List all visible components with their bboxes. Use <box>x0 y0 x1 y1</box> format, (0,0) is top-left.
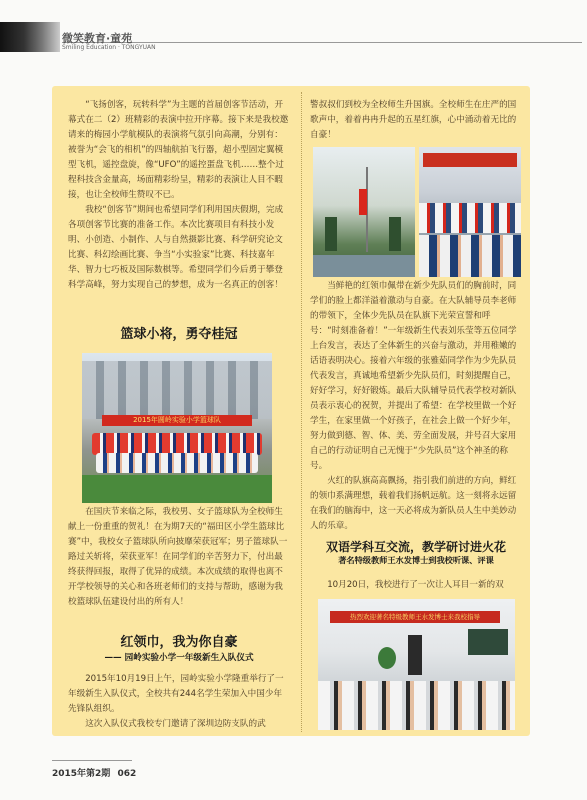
photo-ground <box>82 475 272 503</box>
right-pioneer-text <box>310 279 520 534</box>
photo-plant <box>378 647 396 669</box>
header-photo <box>0 22 60 52</box>
pioneer-ceremony-paragraph: 当鲜艳的红领巾佩带在新少先队员们的胸前时，同学们的脸上都洋溢着激动与自豪。在大队辅导员李老师的带领下，全体少先队员在队旗下光荣宣誓和呼号：“时刻准备着！”一年级新生代表刘乐莹等五位同学上台发言，表达了全体新生的兴奋与激动，并用稚嫩的话语表明决心。接着六年级的张雅茹同学作为少先队员代表发言，真诚地希望新少先队员们，时刻提醒自己，好好学习，好好锻炼。最后大队辅导员代表学校对新队员表示衷心的祝贺，并提出了希望：在学校里做一个好学生，在家里做一个好孩子，在社会上做一个好少年，努力做到德、智、体、美、劳全面发展，并号召大家用自己的行动证明自己无愧于“少先队员”这个神圣的称号。 <box>310 281 517 471</box>
classroom-banner: 热烈欢迎著名特级教师王水发博士来我校指导 <box>330 611 500 623</box>
photo-soldier-right <box>389 217 401 251</box>
classroom-photo <box>318 599 515 730</box>
section-bilingual-title: 双语学科互交流，教学研讨进火花 <box>325 540 506 554</box>
left-intro <box>68 98 290 293</box>
photo-soldier-left <box>325 217 337 251</box>
pioneer-paragraph: 这次入队仪式我校专门邀请了深圳边防支队的武 <box>85 719 266 729</box>
left-pioneer-text <box>68 672 290 732</box>
photo-banner <box>423 153 517 167</box>
right-bilingual-text <box>310 578 520 593</box>
page-footer <box>52 766 136 779</box>
section-basketball-title: 篮球小将，勇夺桂冠 <box>120 327 238 342</box>
bilingual-paragraph: 10月20日，我校进行了一次让人耳目一新的双 <box>327 580 504 590</box>
students-photo <box>419 147 521 277</box>
section-pioneer-title: 红领巾，我为你自豪 <box>120 635 238 650</box>
pioneer-paragraph: 2015年10月19日上午，园岭实验小学隆重举行了一年级新生入队仪式，全校共有244名学生荣加入中国少年先锋队组织。 <box>68 674 284 714</box>
intro-paragraph: 我校“创客节”期间也希望同学们利用国庆假期，完成各项创客节比赛的准备工作。本次比赛项目有科技小发明、小创造、小制作、人与自然摄影比赛、科学研究论文比赛、科幻绘画比赛、争当“小实验家”比赛、科技嘉年华、智力七巧板及国际数棋等。希望同学们今后勇于攀登科学高峰，努力实现自己的梦想，成为一名真正的创客！ <box>68 205 284 290</box>
photo-students-front <box>419 235 521 277</box>
photo-students-scarves <box>419 203 521 233</box>
issue-number: 2015年第2期 <box>52 769 111 779</box>
photo-students-desks <box>318 681 515 730</box>
photo-banner: 2015年圆岭实验小学篮球队 <box>102 415 252 426</box>
photo-team-row <box>92 433 262 455</box>
photo-building <box>82 361 272 419</box>
photo-teacher <box>408 635 422 675</box>
footer-rule <box>52 760 132 761</box>
header-rule <box>62 42 582 43</box>
basketball-paragraph: 在国庆节来临之际，我校男、女子篮球队为全校师生献上一份重重的贺礼！在为期7天的“福田区小学生篮球比赛”中，我校女子篮球队所向披靡荣获冠军；男子篮球队一路过关斩将，荣获亚军！在同学们的辛苦努力下，付出最终获得回报，取得了优异的成绩。本次成绩的取得也离不开学校领导的关心和各班老师们的支持与帮助，感谢为我校篮球队伍建设付出的所有人！ <box>68 507 288 607</box>
photo-flag <box>359 189 367 215</box>
section-bilingual-subtitle: 著名特级教师王水发博士到我校听课、评课 <box>338 555 494 565</box>
photo-blackboard <box>468 629 508 655</box>
intro-paragraph: “飞扬创客，玩转科学”为主题的首届创客节活动，开幕式在二（2）班精彩的表演中拉开序幕。接下来是我校邀请来的梅园小学航模队的表演将气氛引向高潮，分别有：被誉为“会飞的相机”的四轴航拍飞行器，超小型固定翼模型飞机，遥控盘旋，像“UFO”的遥控蛋盘飞机……整个过程科技含金量高，场面精彩纷呈，精彩的表演让人目不暇接，也让全校师生赞叹不已。 <box>68 100 289 200</box>
flag-ceremony-text: 警叔叔们到校为全校师生升国旗。全校师生在庄严的国歌声中，着着冉冉升起的五星红旗，心中涌动着无比的自豪！ <box>310 100 517 140</box>
flag-raising-photo <box>313 147 415 277</box>
right-top-text <box>310 98 520 143</box>
pioneer-closing-paragraph: 火红的队旗高高飘扬，指引我们前进的方向，鲜红的领巾系满理想，载着我们扬帆远航。这一刻将永远留在我们的脑海中，这一天必将成为新队员人生中美妙动人的乐章。 <box>310 476 517 531</box>
photo-team-front <box>96 453 258 473</box>
section-pioneer-subtitle: —— 园岭实验小学一年级新生入队仪式 <box>104 653 254 663</box>
page-number: 062 <box>117 769 137 779</box>
page-header <box>0 0 587 56</box>
photo-ground <box>313 255 415 277</box>
basketball-team-photo <box>82 353 272 503</box>
left-basketball-text <box>68 505 290 610</box>
magazine-title: 微笑教育·童苑 <box>62 32 133 45</box>
magazine-subtitle: Smiling Education · TONGYUAN <box>62 44 156 51</box>
column-divider <box>301 92 303 732</box>
